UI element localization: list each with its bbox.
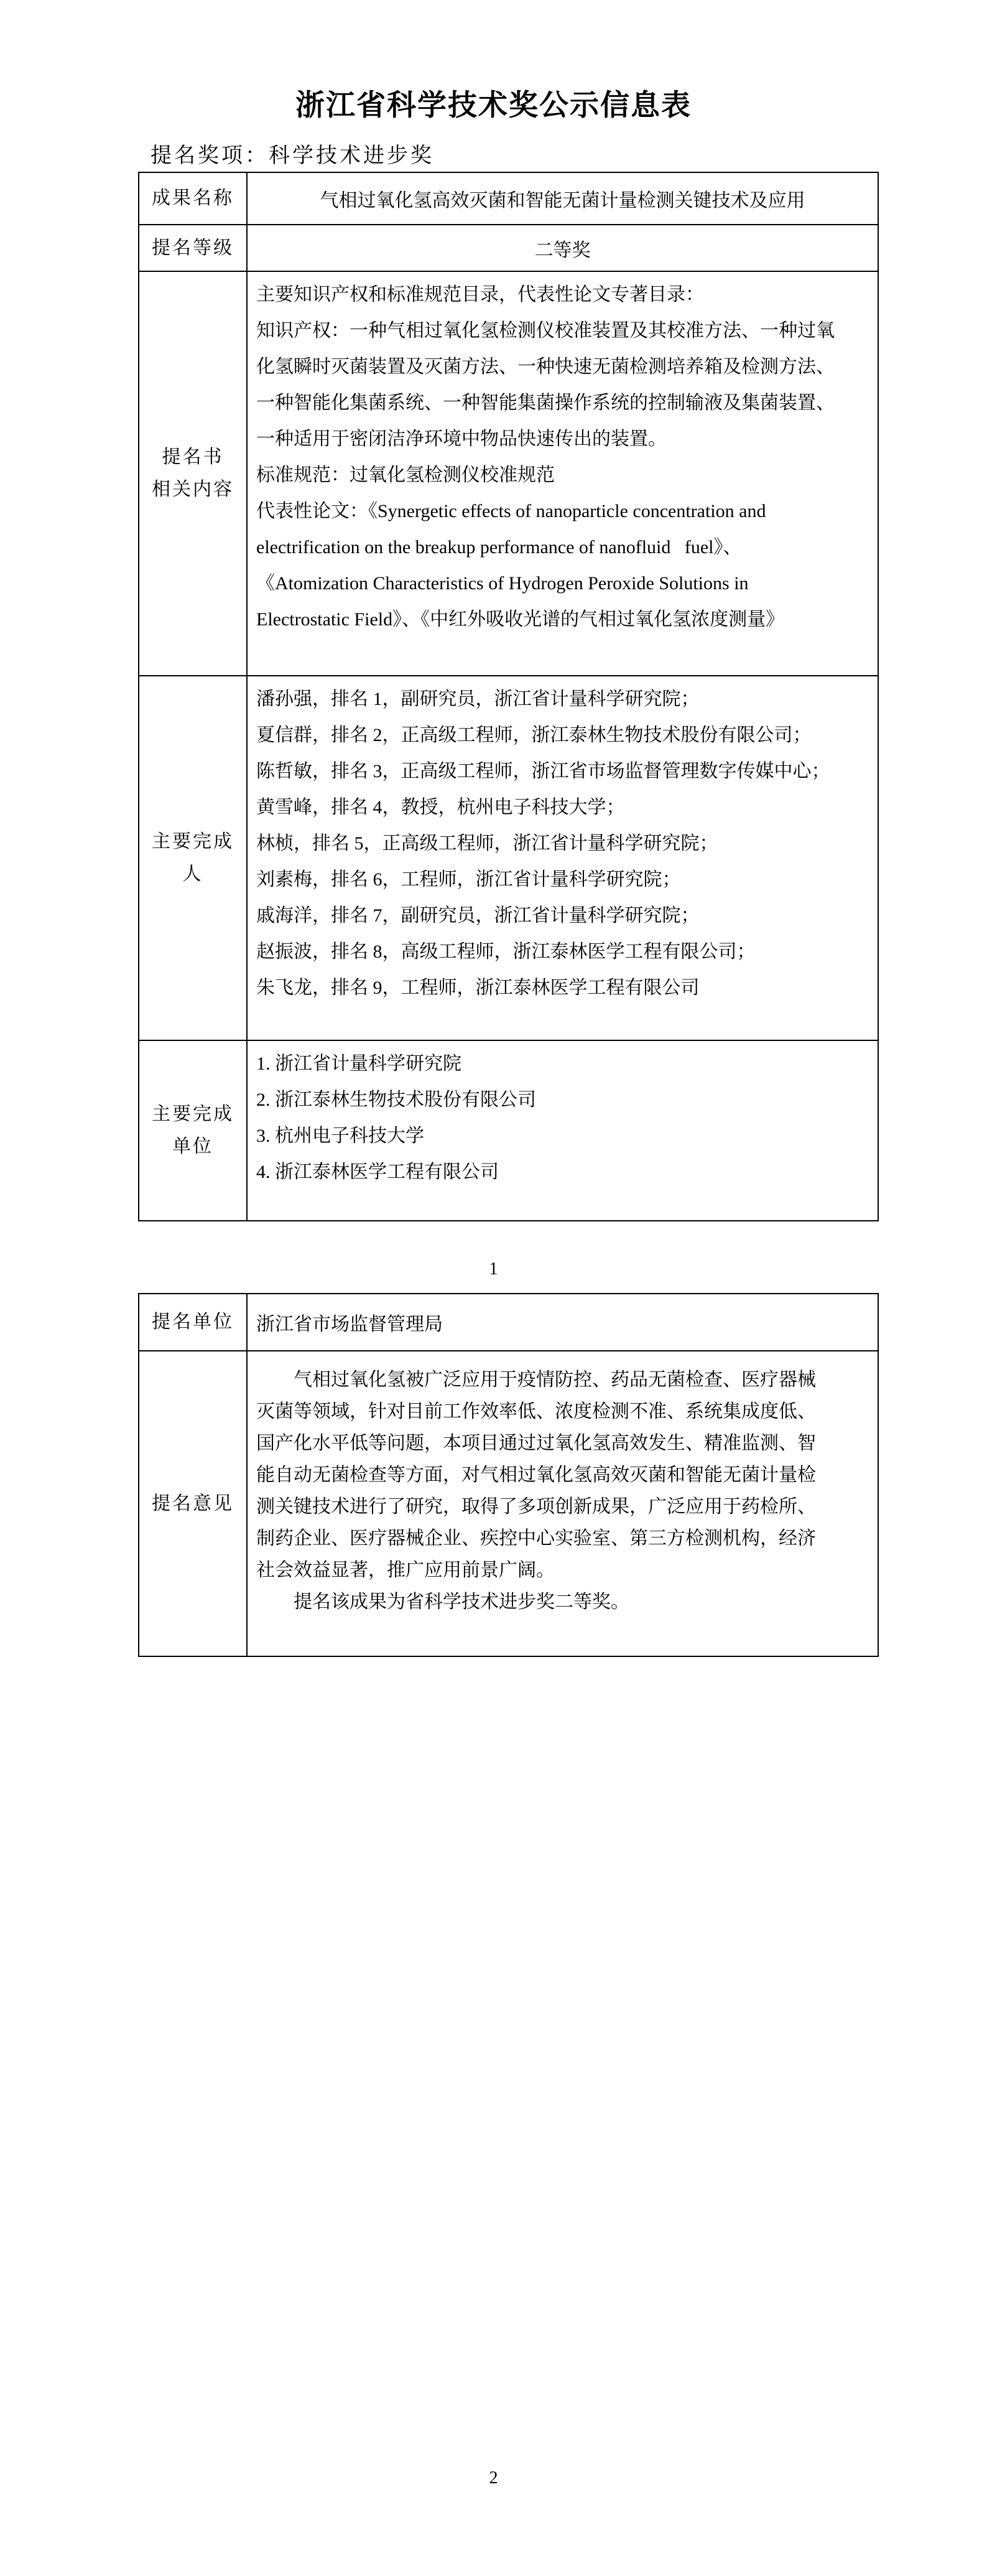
text-line: 主要知识产权和标准规范目录，代表性论文专著目录： <box>256 284 704 305</box>
text-line: 相关内容 <box>152 479 234 500</box>
row-label-nomination-book-content <box>139 272 248 675</box>
label-text: 提名单位 <box>152 1312 234 1332</box>
text-line: 2. 浙江泰林生物技术股份有限公司 <box>256 1090 536 1110</box>
table-row-nomination-opinion <box>139 1351 878 1656</box>
text-line: 一种适用于密闭洁净环境中物品快速传出的装置。 <box>256 429 667 449</box>
text-line: 代表性论文：《Synergetic effects of nanoparticle concentration and <box>256 501 766 521</box>
row-value-nomination-opinion <box>248 1351 878 1656</box>
row-label-nomination-opinion <box>139 1351 248 1656</box>
label-text: 提名意见 <box>152 1493 234 1514</box>
text-line: electrification on the breakup performance of nanofluid fuel》、 <box>256 537 742 558</box>
text-line: 3. 杭州电子科技大学 <box>256 1126 424 1146</box>
text-line: 灭菌等领域，针对目前工作效率低、浓度检测不准、系统集成度低、 <box>256 1401 816 1422</box>
text-line: 能自动无菌检查等方面，对气相过氧化氢高效灭菌和智能无菌计量检 <box>256 1465 816 1485</box>
text-line: 1. 浙江省计量科学研究院 <box>256 1053 461 1074</box>
text-line: Electrostatic Field》、《中红外吸收光谱的气相过氧化氢浓度测量》 <box>256 609 785 630</box>
table-row-nomination-book-content <box>139 272 878 676</box>
text-line: 社会效益显著，推广应用前景广阔。 <box>256 1560 555 1580</box>
table-row-main-contributors <box>139 676 878 1041</box>
row-label-nominating-unit <box>139 1294 248 1350</box>
text-line: 单位 <box>172 1136 213 1157</box>
text-line: 陈哲敏，排名 3，正高级工程师，浙江省市场监督管理数字传媒中心； <box>256 761 830 782</box>
text-line: 朱飞龙，排名 9，工程师，浙江泰林医学工程有限公司 <box>256 978 700 998</box>
label-text: 提名等级 <box>152 237 234 258</box>
text-line: 化氢瞬时灭菌装置及灭菌方法、一种快速无菌检测培养箱及检测方法、 <box>256 357 835 377</box>
text-line: 测关键技术进行了研究，取得了多项创新成果，广泛应用于药检所、 <box>256 1496 816 1517</box>
value-text: 气相过氧化氢高效灭菌和智能无菌计量检测关键技术及应用 <box>320 190 805 211</box>
table-row-achievement-name <box>139 173 878 225</box>
page-number-1: 1 <box>489 1259 498 1279</box>
award-info-table <box>138 172 879 1221</box>
table-row-nomination-grade <box>139 225 878 272</box>
row-value-main-contributors <box>248 676 878 1040</box>
row-value-nomination-book-content <box>248 272 878 675</box>
row-label-achievement-name <box>139 173 248 224</box>
text-line: 提名书 <box>162 447 224 467</box>
text-line: 赵振波，排名 8，高级工程师，浙江泰林医学工程有限公司； <box>256 941 756 962</box>
text-line: 4. 浙江泰林医学工程有限公司 <box>256 1162 499 1182</box>
text-line: 气相过氧化氢被广泛应用于疫情防控、药品无菌检查、医疗器械 <box>256 1370 816 1390</box>
nomination-award-line: 提名奖项：科学技术进步奖 <box>151 144 434 167</box>
text-line: 刘素梅，排名 6，工程师，浙江省计量科学研究院； <box>256 869 681 890</box>
row-label-nomination-grade <box>139 225 248 271</box>
text-line: 提名该成果为省科学技术进步奖二等奖。 <box>256 1592 629 1612</box>
text-line: 主要完成 <box>152 831 234 852</box>
table-row-main-organizations <box>139 1041 878 1220</box>
text-line: 制药企业、医疗器械企业、疾控中心实验室、第三方检测机构，经济 <box>256 1528 816 1549</box>
text-line: 潘孙强，排名 1，副研究员，浙江省计量科学研究院； <box>256 689 700 709</box>
value-text: 浙江省市场监督管理局 <box>256 1314 443 1335</box>
text-line: 林桢，排名 5，正高级工程师，浙江省计量科学研究院； <box>256 833 718 854</box>
row-value-nominating-unit <box>248 1294 878 1350</box>
text-line: 知识产权：一种气相过氧化氢检测仪校准装置及其校准方法、一种过氧 <box>256 320 835 341</box>
text-line: 主要完成 <box>152 1104 234 1124</box>
text-line: 夏信群，排名 2，正高级工程师，浙江泰林生物技术股份有限公司； <box>256 725 812 745</box>
value-text: 二等奖 <box>534 240 591 261</box>
text-line: 国产化水平低等问题，本项目通过过氧化氢高效发生、精准监测、智 <box>256 1433 816 1454</box>
text-line: 人 <box>182 864 203 884</box>
text-line: 黄雪峰，排名 4，教授，杭州电子科技大学； <box>256 797 625 818</box>
text-line: 标准规范：过氧化氢检测仪校准规范 <box>256 465 555 485</box>
page-number-2: 2 <box>489 2468 498 2488</box>
row-label-main-organizations <box>139 1041 248 1220</box>
label-text: 成果名称 <box>152 188 234 208</box>
table-row-nominating-unit <box>139 1294 878 1351</box>
page-title: 浙江省科学技术奖公示信息表 <box>295 90 692 122</box>
text-line: 一种智能化集菌系统、一种智能集菌操作系统的控制输液及集菌装置、 <box>256 393 835 413</box>
nomination-table <box>138 1293 879 1657</box>
text-line: 戚海洋，排名 7，副研究员，浙江省计量科学研究院； <box>256 905 700 926</box>
row-value-achievement-name <box>248 173 878 224</box>
row-value-main-organizations <box>248 1041 878 1220</box>
row-value-nomination-grade <box>248 225 878 271</box>
text-line: 《Atomization Characteristics of Hydrogen Peroxide Solutions in <box>256 573 749 594</box>
row-label-main-contributors <box>139 676 248 1040</box>
